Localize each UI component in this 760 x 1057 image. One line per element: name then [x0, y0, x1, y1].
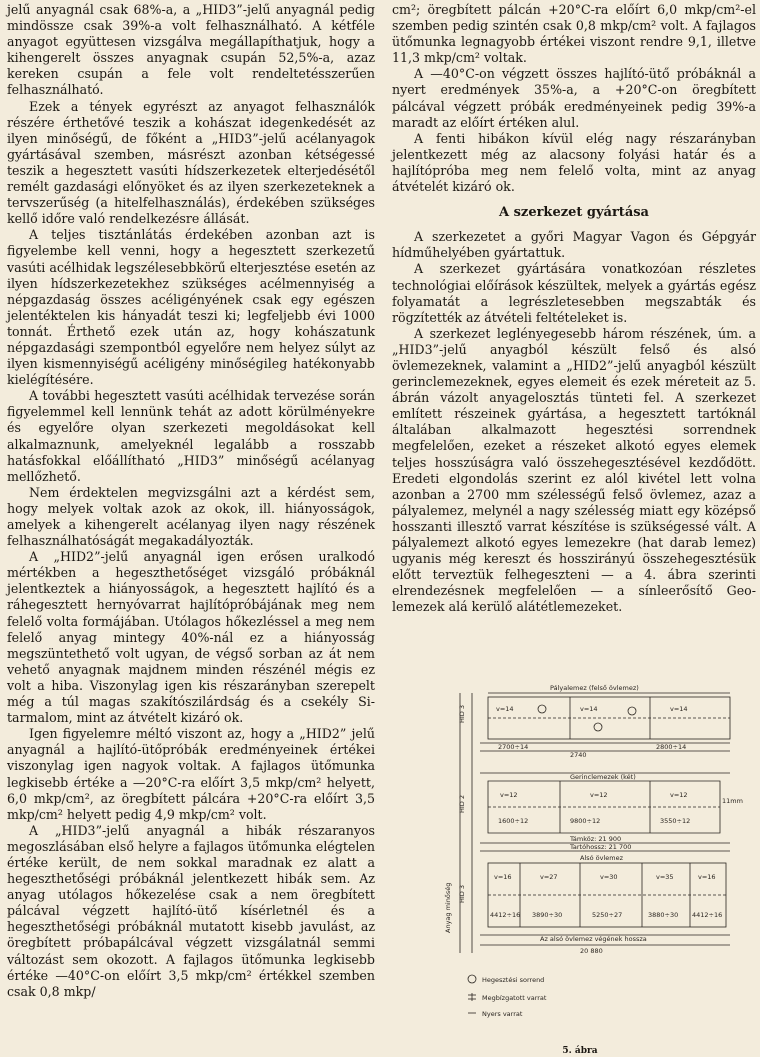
- hid3-bottom-label: HID 3: [458, 884, 466, 903]
- figure-caption: 5. ábra: [562, 1046, 598, 1056]
- thickness-label: v=16: [494, 873, 512, 881]
- bottom-plate-title: Alsó övlemez: [580, 854, 624, 862]
- dimension-label: 2700÷14: [498, 743, 529, 751]
- thickness-label: v=12: [500, 791, 518, 799]
- left-column: [7, 2, 375, 1000]
- paragraph: A fenti hibákon kívül elég nagy részarányban jelentkezett még az alacsony folyási határ és a hajlítópróba meg nem felelő volta, mint az anyag átvételét kizáró ok.: [392, 130, 756, 195]
- thickness-label: v=14: [496, 705, 514, 713]
- span-label: Támköz: 21 900: [570, 835, 622, 843]
- thickness-label: v=30: [600, 873, 618, 881]
- dimension-label: 2800÷14: [656, 743, 687, 751]
- material-label: Anyag minőség: [444, 882, 452, 933]
- dimension-label: 9800÷12: [570, 817, 601, 825]
- thickness-label: v=14: [670, 705, 688, 713]
- paragraph: A szerkezetet a győri Magyar Vagon és Gépgyár hídműhelyében gyártattuk.: [392, 229, 756, 261]
- paragraph: Nem érdektelen megvizsgálni azt a kérdést sem, hogy melyek voltak azok az okok, ill. hiányosságok, amelyek a kihengerelt acélanyag ilyen nagy részének felhasználhatóságát megakadályozták.: [7, 484, 375, 549]
- paragraph: Ezek a tények egyrészt az anyagot felhasználók részére érthetővé teszik a kohászat idegenkedését az ilyen minőségű, de főként a „HID3”-jelű acélanyagok gyártásával szemben, másrészt azonban kétségessé teszik a hegesztett vasúti hídszerkezetek elterjedésétől remélt gazdasági előnyöket és az ilyen szerkezeteknek a tervszerűség (a hitelfelhasználás), érdekében szükséges kellő időre való rendelkezésre állását.: [7, 98, 375, 227]
- paragraph: cm²; öregbített pálcán +20°C-ra előírt 6,0 mkp/cm²-el szemben pedig szintén csak 0,8 mkp/cm² volt. A fajlagos ütőmunka legnagyobb értékei viszont rendre 9,1, illetve 11,3 mkp/cm² voltak.: [392, 2, 756, 66]
- web-plate-title: Gerinclemezek (két): [570, 773, 636, 781]
- dimension-label: 3550÷12: [660, 817, 691, 825]
- paragraph: A teljes tisztánlátás érdekében azonban azt is figyelembe kell venni, hogy a hegesztett szerkezetű vasúti acélhidak legszélesebbkörű elterjesztése esetén az ilyen hídszerkezetekhez szükséges acélmennyiség a népgazdaság összes acéligényének csak egy egészen jelentéktelen kis hányadát teszi ki; legfeljebb évi 1000 tonnát. Érthető ezek után az, hogy kohászatunk népgazdasági szempontból egyelőre nem helyez súlyt az ilyen kismennyiségű acéligény minőségileg hatékonyabb kielégítésére.: [7, 227, 375, 388]
- figure-5-diagram: [420, 683, 755, 1055]
- thickness-label: v=12: [590, 791, 608, 799]
- legend-item: Megbízgatott varrat: [482, 994, 547, 1002]
- dimension-label: 3880÷30: [648, 911, 679, 919]
- dimension-label: 11mm: [722, 797, 743, 805]
- right-column: [392, 2, 756, 615]
- legend-item: Nyers varrat: [482, 1010, 523, 1018]
- legend-item: Hegesztési sorrend: [482, 976, 545, 984]
- paragraph: jelű anyagnál csak 68%-a, a „HID3”-jelű anyagnál pedig mindössze csak 39%-a volt felhasználható. A kétféle anyagot együttesen vizsgálva megállapíthatjuk, hogy a kihengerelt összes anyagnak csupán 52,5%-a, azaz kereken csupán a fele volt rendeltetésszerűen felhasználható.: [7, 2, 375, 98]
- plate-layout-drawing: [420, 683, 755, 1045]
- dimension-label: 5250÷27: [592, 911, 623, 919]
- top-plate-title: Pályalemez (felső övlemez): [550, 684, 639, 692]
- thickness-label: v=16: [698, 873, 716, 881]
- dimension-label: 20 880: [580, 947, 603, 955]
- bottom-plate-length-label: Az alsó övlemez végének hossza: [540, 935, 647, 943]
- thickness-label: v=14: [580, 705, 598, 713]
- thickness-label: v=12: [670, 791, 688, 799]
- paragraph: A „HID2”-jelű anyagnál igen erősen uralkodó mértékben a hegeszthetőséget vizsgáló próbáknál jelentkeztek a hiányosságok, a hegesztett hajlító és a ráhegesztett hernyóvarrat hajlítópróbájának meg nem felelő volta formájában. Utólagos hőkezléssel a meg nem felelő anyag mintegy 40%-nál ez a hiányosság megszüntethető volt ugyan, de végső sorban az át nem vehető anyagnak majdnem minden részénél mégis ez volt a hiba. Viszonylag igen kis részarányban szerepelt még a túl magas szakítószilárdság és a csekély Si-tarmalom, mint az átvételt kizáró ok.: [7, 549, 375, 726]
- thickness-label: v=35: [656, 873, 674, 881]
- hid2-label: HID 2: [458, 794, 466, 813]
- paragraph: A további hegesztett vasúti acélhidak tervezése során figyelemmel kell lennünk tehát az adott körülményekre és egyelőre olyan szerkezeti megoldásokat kell alkalmaznunk, amelyeknél legalább a rosszabb hatásfokkal előállítható „HID3” minőségű acélanyag mellőzhető.: [7, 388, 375, 484]
- dimension-label: 3890÷30: [532, 911, 563, 919]
- paragraph: A szerkezet leglényegesebb három részének, úm. a „HID3”-jelű anyagból készült felső és alsó övlemezeknek, valamint a „HID2”-jelű anyagból készült gerinclemezeknek, egyes elemeit és ezek méreteit az 5. ábrán vázolt anyagelosztás tünteti fel. A szerkezet említett részeinek gyártása, a hegesztett tartóknál általában alkalmazott hegesztési sorrendnek megfelelően, ezeket a részeket alkotó egyes elemek teljes hosszúságra való összehegesztésével kezdődött. Eredeti elgondolás szerint ez alól kivétel lett volna azonban a 2700 mm szélességű felső övlemez, azaz a pályalemez, melynél a nagy szélesség miatt egy középső hosszanti illesztő varrat készítése is szükségessé vált. A pályalemezt alkotó egyes lemezekre (hat darab lemez) ugyanis még kereszt és hosszirányú összehegesztésük előtt terveztük felhegeszteni — a 4. ábra szerinti elrendezésnek megfelelően — a sínleerősítő Geo-lemezek alá kerülő alátétlemezeket.: [392, 325, 756, 615]
- dimension-label: 1600÷12: [498, 817, 529, 825]
- paragraph: A —40°C-on végzett összes hajlító-ütő próbáknál a nyert eredmények 35%-a, a +20°C-on öregbített pálcával végzett próbák eredményeinek pedig 39%-a maradt az előírt értéken alul.: [392, 66, 756, 130]
- paragraph: A szerkezet gyártására vonatkozóan részletes technológiai előírások készültek, melyek a gyártás egész folyamatát a legrészletesebben megszabták és rögzítették az átvételi feltételeket is.: [392, 261, 756, 325]
- dimension-label: 2740: [570, 751, 587, 759]
- hid3-label: HID 3: [458, 704, 466, 723]
- girder-length-label: Tartóhossz: 21 700: [570, 843, 632, 851]
- paragraph: A „HID3”-jelű anyagnál a hibák részaranyos megoszlásában első helyre a fajlagos ütőmunka elégtelen értéke került, de nem sokkal maradnak ez alatt a hegeszthetőségi próbáknál jelentkezett hibák sem. Az anyag utólagos hőkezelése csak a nem öregbített pálcával végzett hajlító-ütő kísérletnél és a hegeszthetőségi próbáknál mutatott kisebb javulást, az öregbített próbapálcával végzett vizsgálatnál semmi változást sem okozott. A fajlagos ütőmunka legkisebb értéke —40°C-on előírt 3,5 mkp/cm² értékkel szemben csak 0,8 mkp/: [7, 822, 375, 999]
- dimension-label: 4412÷16: [692, 911, 723, 919]
- thickness-label: v=27: [540, 873, 558, 881]
- section-heading: A szerkezet gyártása: [499, 205, 649, 221]
- paragraph: Igen figyelemre méltó viszont az, hogy a „HID2” jelű anyagnál a hajlító-ütőpróbák eredményeinek értékei viszonylag igen nagyok voltak. A fajlagos ütőmunka legkisebb értéke a —20°C-ra előírt 3,5 mkp/cm² helyett, 6,0 mkp/cm², az öregbített pálcára +20°C-ra előírt 3,5 mkp/cm² helyett pedig 4,9 mkp/cm² volt.: [7, 726, 375, 822]
- dimension-label: 4412÷16: [490, 911, 521, 919]
